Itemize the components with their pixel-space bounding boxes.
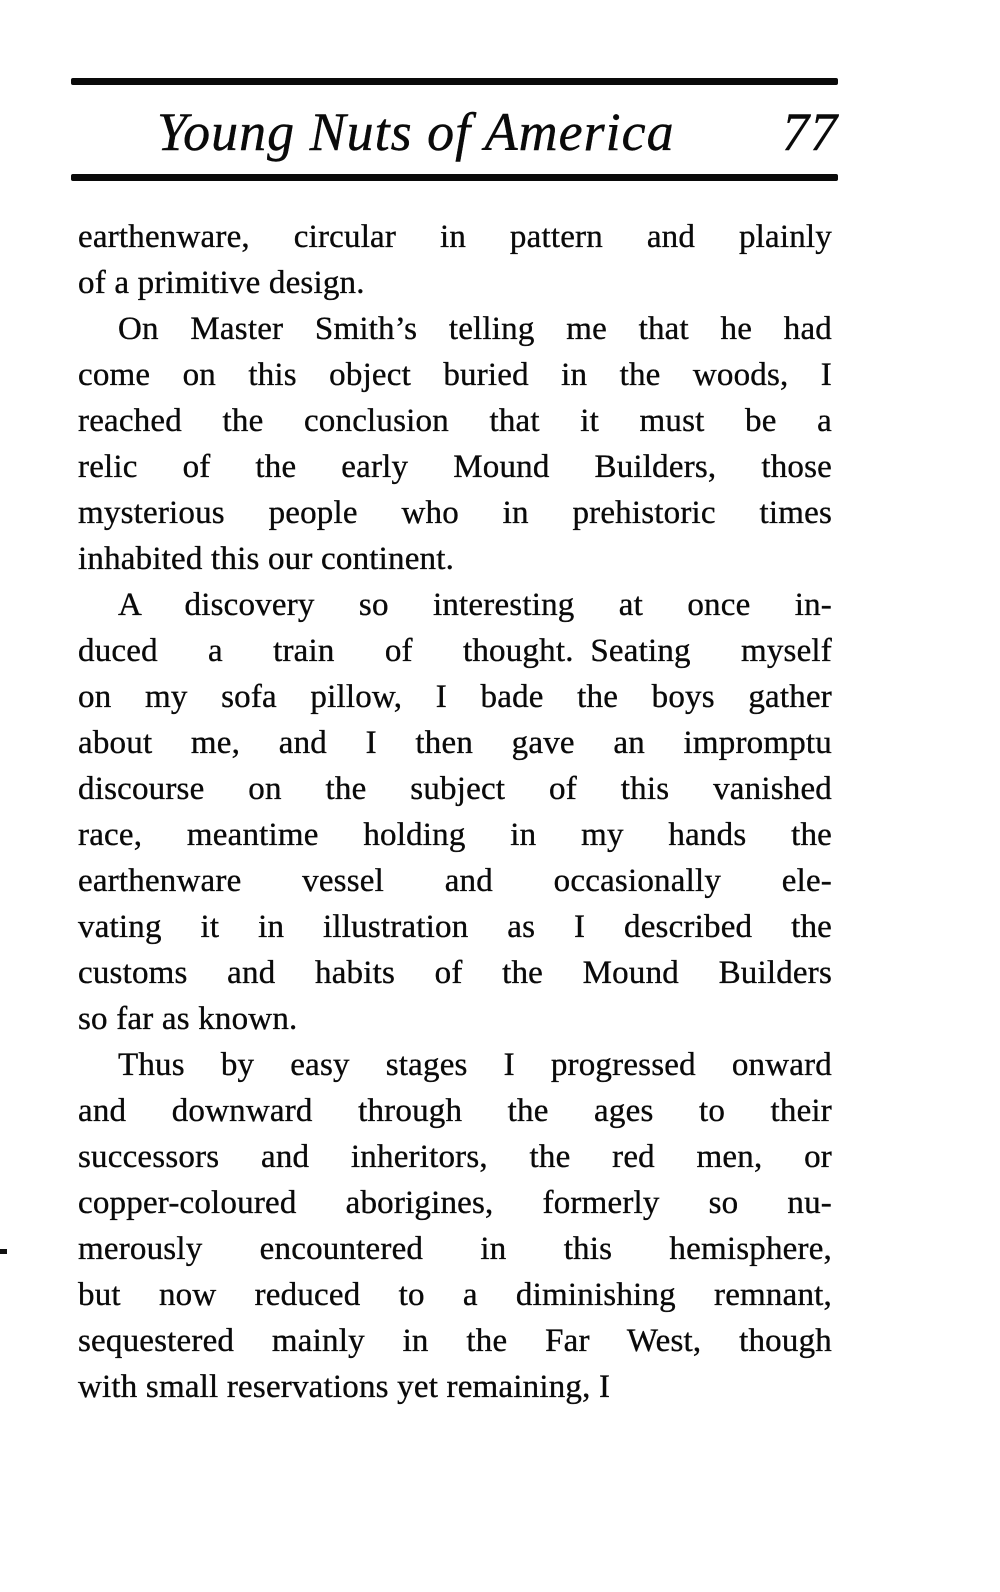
text-line: On Master Smith’s telling me that he had <box>118 311 832 347</box>
text-line: so far as known. <box>78 1001 298 1037</box>
text-line: A discovery so interesting at once in- <box>118 587 832 623</box>
text-line: on my sofa pillow, I bade the boys gather <box>78 679 832 715</box>
text-line: mysterious people who in prehistoric times <box>78 495 832 531</box>
scan-speck <box>0 1249 7 1254</box>
paragraph <box>78 582 832 1042</box>
text-line: reached the conclusion that it must be a <box>78 403 832 439</box>
text-line: and downward through the ages to their <box>78 1093 832 1129</box>
text-line: earthenware vessel and occasionally ele- <box>78 863 832 899</box>
header-top-rule <box>71 78 838 85</box>
text-line: of a primitive design. <box>78 265 365 301</box>
paragraph <box>78 214 832 306</box>
text-line: customs and habits of the Mound Builders <box>78 955 832 991</box>
text-line: vating it in illustration as I described the <box>78 909 832 945</box>
page-number: 77 <box>782 101 838 162</box>
header-bottom-rule <box>71 174 838 181</box>
paragraph <box>78 306 832 582</box>
text-line: sequestered mainly in the Far West, though <box>78 1323 832 1359</box>
text-line: with small reservations yet remaining, I <box>78 1369 611 1405</box>
text-line: but now reduced to a diminishing remnant, <box>78 1277 832 1313</box>
running-head-title: Young Nuts of America <box>157 101 675 162</box>
text-line: Thus by easy stages I progressed onward <box>118 1047 832 1083</box>
text-line: come on this object buried in the woods, I <box>78 357 832 393</box>
text-line: successors and inheritors, the red men, or <box>78 1139 832 1175</box>
text-line: inhabited this our continent. <box>78 541 455 577</box>
body-text <box>78 214 832 1410</box>
text-line: about me, and I then gave an impromptu <box>78 725 832 761</box>
running-head <box>71 85 838 174</box>
text-line: discourse on the subject of this vanished <box>78 771 832 807</box>
text-line: duced a train of thought. Seating myself <box>78 633 832 669</box>
paragraph <box>78 1042 832 1410</box>
text-line: race, meantime holding in my hands the <box>78 817 832 853</box>
text-line: copper-coloured aborigines, formerly so nu- <box>78 1185 832 1221</box>
page-header <box>71 78 838 181</box>
text-line: merously encountered in this hemisphere, <box>78 1231 832 1267</box>
text-line: relic of the early Mound Builders, those <box>78 449 832 485</box>
text-line: earthenware, circular in pattern and plainly <box>78 219 832 255</box>
